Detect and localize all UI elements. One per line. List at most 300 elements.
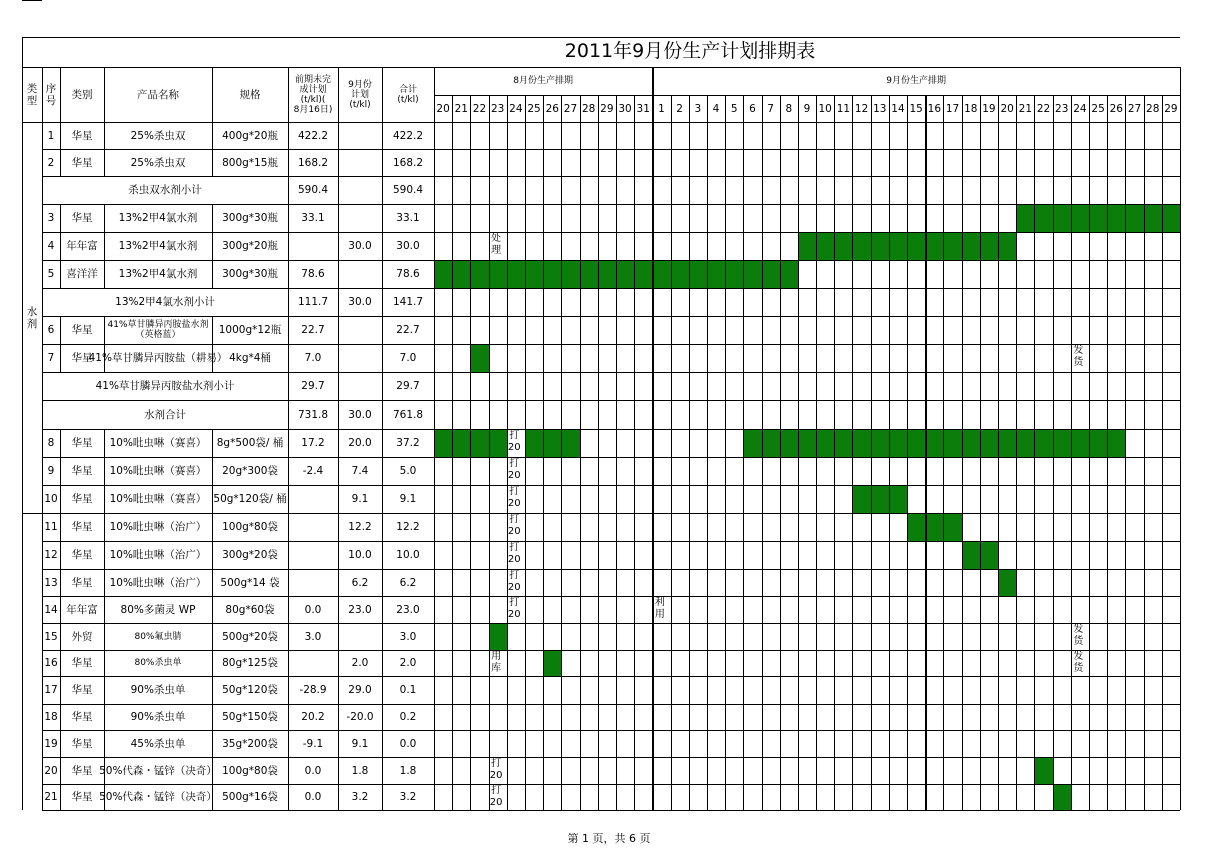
schedule-note: 打 20 [507,570,521,593]
row-total: 5.0 [399,465,417,477]
group-line [22,513,42,514]
row-total: 761.8 [392,408,424,421]
row-category: 华星 [71,657,93,669]
header-type: 类 型 [26,82,38,107]
row-spec: 800g*15瓶 [222,156,278,169]
row-seq: 7 [47,352,55,364]
row-seq: 10 [44,493,58,505]
row-prev: 168.2 [297,156,329,169]
day-col-line [907,95,908,810]
row-spec: 35g*200袋 [222,737,278,750]
day-label: 12 [854,102,869,115]
schedule-note: 利 用 [654,597,665,620]
header-total: 合计 (t/kl) [397,84,419,105]
row-category: 华星 [71,711,93,723]
row-category: 华星 [71,684,93,696]
col-line [212,650,213,676]
row-seq: 16 [44,657,58,669]
row-prev [288,541,338,569]
row-product-name: 10%吡虫啉（赛喜） [109,465,207,477]
row-plan [338,344,382,372]
schedule-note: 打 20 [507,597,521,620]
row-product-name: 90%杀虫单 [130,684,186,696]
day-label: 4 [712,102,720,115]
col-line [60,730,61,757]
day-label: 22 [1036,102,1051,115]
col-line [104,784,105,810]
row-total: 1.8 [399,764,417,777]
col-line [212,513,213,541]
page-title: 2011年9月份生产计划排期表 [564,40,816,62]
day-label: 21 [454,102,468,115]
day-label: 26 [1109,102,1123,115]
row-product-name: 25%杀虫双 [130,156,186,169]
col-line [212,623,213,650]
col-line [212,704,213,730]
row-spec: 300g*20袋 [222,549,278,561]
gantt-bar [907,513,962,541]
row-total: 30.0 [396,240,420,252]
day-col-line [707,95,708,810]
day-col-line [470,95,471,810]
row-product-name: 80%氟虫腈 [134,631,182,642]
row-prev: 731.8 [297,408,329,421]
day-col-line [1071,95,1072,810]
row-seq: 4 [47,240,55,252]
day-col-line [452,95,453,810]
col-line [104,149,105,176]
row-product-name: 10%吡虫啉（治广） [109,549,207,561]
row-category: 华星 [71,521,93,533]
row-product-name: 41%草甘膦异丙胺盐水剂（英格蓝） [107,320,209,340]
row-seq: 14 [44,603,58,616]
row-plan [338,204,382,232]
gantt-bar [525,429,580,457]
row-plan [338,623,382,650]
day-label: 18 [964,102,978,115]
col-line [60,429,61,457]
col-line [212,149,213,176]
col-line [212,67,213,122]
row-plan: 9.1 [351,493,369,505]
row-prev: -9.1 [302,737,324,750]
row-plan [338,149,382,176]
row-prev: 20.2 [301,711,325,723]
col-line [60,541,61,569]
row-total: 78.6 [396,268,420,280]
day-col-line [598,95,599,810]
row-product-name: 80%多菌灵 WP [120,603,196,616]
col-line [60,596,61,623]
row-prev: 0.0 [304,791,322,803]
schedule-note: 打 20 [507,458,521,481]
day-col-line [1053,95,1054,810]
col-line [60,457,61,485]
gantt-bar [543,650,561,676]
gantt-bar [489,623,507,650]
row-category: 华星 [71,791,93,803]
row-category: 年年富 [66,603,98,616]
row-plan: 30.0 [348,240,372,252]
row-prev: -28.9 [299,684,327,696]
header-spec: 规格 [239,88,261,101]
row-spec: 500g*20袋 [222,630,278,643]
col-line [104,316,105,344]
col-line [60,67,61,122]
row-seq: 9 [47,465,55,477]
row-plan [338,176,382,204]
day-col-line [980,95,981,810]
row-plan [338,316,382,344]
row-prev [288,232,338,260]
row-total: 590.4 [392,184,424,196]
day-col-line [816,95,817,810]
day-col-line [543,95,544,810]
col-line [60,757,61,784]
col-line [42,67,43,810]
row-prev: 3.0 [304,630,322,643]
col-line [104,344,105,372]
day-label: 28 [581,102,596,115]
day-col-line [962,95,963,810]
row-category: 外贸 [71,630,93,643]
row-product-name: 13%2甲4氯水剂 [118,240,198,252]
row-prev: 29.7 [301,380,325,392]
col-line [434,67,435,810]
day-label: 25 [1091,102,1105,115]
row-category: 华星 [71,156,93,169]
day-label: 17 [945,102,960,115]
row-spec: 50g*120袋 [222,684,278,696]
row-spec: 50g*120袋/ 桶 [213,493,287,505]
schedule-note: 发 货 [1073,345,1084,368]
row-spec: 500g*14 袋 [220,576,280,589]
row-spec: 1000g*12瓶 [218,324,282,336]
row-category: 华星 [71,352,93,364]
row-product-name: 50%代森・锰锌（决奇） [99,764,217,777]
schedule-note: 处 理 [491,233,502,256]
row-spec: 80g*60袋 [225,603,275,616]
row-plan: 9.1 [351,737,369,750]
row-spec: 20g*300袋 [222,465,278,477]
day-label: 31 [636,102,650,115]
row-prev: 111.7 [297,296,329,308]
row-seq: 6 [47,324,55,336]
row-category: 华星 [71,549,93,561]
header-sep-plan: 9月份 计划 (t/kl) [348,79,372,110]
col-line [104,67,105,122]
row-prev: 0.0 [304,764,322,777]
row-total: 12.2 [396,521,420,533]
day-col-line [580,95,581,810]
col-line [60,569,61,596]
row-seq: 3 [47,212,55,224]
row-plan [338,122,382,149]
row-plan: 2.0 [351,657,369,669]
schedule-note: 打 20 [507,542,521,565]
row-plan: 20.0 [348,437,372,449]
row-prev: 22.7 [301,324,325,336]
col-line [212,757,213,784]
subtotal-label: 41%草甘膦异丙胺盐水剂小计 [95,380,235,392]
row-prev [288,569,338,596]
gantt-bar [1034,757,1052,784]
row-category: 华星 [71,212,93,224]
row-seq: 19 [44,737,58,750]
day-col-line [507,95,508,810]
row-spec: 300g*30瓶 [222,212,278,224]
day-col-line [1016,95,1017,810]
row-category: 华星 [71,437,93,449]
day-col-line [943,95,944,810]
row-product-name: 80%杀虫单 [134,658,182,668]
row-category: 华星 [71,737,93,750]
row-total: 9.1 [399,493,417,505]
header-sep: 9月份生产排期 [886,76,947,86]
col-line [104,596,105,623]
row-category: 华星 [71,493,93,505]
day-col-line [616,95,617,810]
row-total: 0.2 [399,711,417,723]
gantt-bar [852,485,907,513]
row-total: 0.1 [399,684,417,696]
col-line [212,204,213,232]
subtotal-label: 13%2甲4氯水剂小计 [115,296,215,308]
day-label: 14 [891,102,905,115]
col-line [60,650,61,676]
col-line [60,260,61,288]
day-col-line [1034,95,1035,810]
schedule-note: 发 货 [1073,651,1084,674]
day-label: 24 [1073,102,1087,115]
col-line [60,344,61,372]
row-product-name: 10%吡虫啉（赛喜） [109,437,207,449]
row-seq: 11 [44,521,58,533]
day-col-line [798,95,799,810]
row-plan: -20.0 [346,711,374,723]
row-plan: 1.8 [351,764,369,777]
row-total: 3.0 [399,630,417,643]
row-spec: 80g*125袋 [222,657,278,669]
day-col-line [725,95,726,810]
day-label: 20 [436,102,450,115]
row-plan: 7.4 [351,465,369,477]
day-col-line [1107,95,1108,810]
row-total: 0.0 [399,737,417,750]
col-line [212,676,213,704]
schedule-note: 打 20 [507,486,521,509]
day-label: 23 [1055,102,1069,115]
group-label: 水 剂 [26,305,38,330]
row-plan: 3.2 [351,791,369,803]
row-seq: 5 [47,268,55,280]
gantt-bar [998,569,1016,596]
day-label: 10 [818,102,832,115]
row-total: 22.7 [396,324,420,336]
row-total: 168.2 [392,156,424,169]
row-product-name: 13%2甲4氯水剂 [118,212,198,224]
water-total-label: 水剂合计 [144,408,186,421]
day-label: 24 [509,102,523,115]
col-line [60,485,61,513]
day-col-line [561,95,562,810]
col-line [212,596,213,623]
day-label: 11 [836,102,851,115]
schedule-note: 打 20 [507,514,521,537]
day-col-line [1144,95,1145,810]
row-spec: 300g*30瓶 [222,268,278,280]
row-seq: 2 [47,156,55,169]
schedule-note: 用 库 [491,651,502,674]
col-line [212,569,213,596]
col-line [60,676,61,704]
col-line [212,316,213,344]
row-prev: 590.4 [297,184,329,196]
col-line [212,485,213,513]
row-product-name: 10%吡虫啉（赛喜） [109,493,207,505]
col-line [104,457,105,485]
schedule-note: 发 货 [1073,624,1084,647]
table-left-border [22,37,23,810]
row-prev [288,650,338,676]
day-col-line [998,95,999,810]
row-total: 23.0 [396,603,420,616]
day-col-line [525,95,526,810]
row-plan [338,372,382,400]
col-line [212,344,213,372]
day-label: 29 [1164,102,1178,115]
row-total: 29.7 [396,380,420,392]
schedule-note: 打 20 [489,758,503,781]
col-line [104,676,105,704]
row-product-name: 10%吡虫啉（治广） [109,576,207,589]
row-spec: 4kg*4桶 [229,352,271,364]
row-spec: 8g*500袋/ 桶 [216,437,284,449]
row-category: 华星 [71,576,93,589]
day-label: 26 [545,102,559,115]
col-line [60,704,61,730]
day-col-line [834,95,835,810]
row-product-name: 41%草甘膦异丙胺盐（耕易） [88,352,228,364]
day-label: 3 [694,102,702,115]
day-col-line [1162,95,1163,810]
col-line [104,232,105,260]
col-line [104,541,105,569]
row-prev: -2.4 [302,465,324,477]
row-product-name: 25%杀虫双 [130,129,186,142]
row-category: 华星 [71,324,93,336]
group-line [22,0,42,1]
col-line [60,122,61,149]
col-line [104,569,105,596]
col-line [338,67,339,810]
row-total: 6.2 [399,576,417,589]
row-spec: 100g*80袋 [222,764,278,777]
day-label: 25 [527,102,541,115]
day-col-line [652,67,654,810]
col-line [212,784,213,810]
gantt-bar [470,344,488,372]
row-prev: 0.0 [304,603,322,616]
col-line [60,316,61,344]
row-plan [338,260,382,288]
row-plan: 23.0 [348,603,372,616]
col-line [104,650,105,676]
col-line [104,730,105,757]
row-spec: 100g*80袋 [222,521,278,533]
schedule-note: 打 20 [489,785,503,808]
col-line [60,784,61,810]
row-product-name: 13%2甲4氯水剂 [118,268,198,280]
row-prev [288,485,338,513]
gantt-bar [1016,204,1180,232]
day-label: 30 [618,102,632,115]
day-col-line [634,95,635,810]
day-col-line [762,95,763,810]
col-line [212,122,213,149]
row-total: 3.2 [399,791,417,803]
col-line [212,541,213,569]
col-line [104,704,105,730]
row-seq: 13 [44,576,58,589]
row-seq: 1 [47,129,55,142]
row-plan: 30.0 [348,296,372,308]
day-label: 23 [490,102,505,115]
header-seq: 序 号 [45,82,57,107]
col-line [60,204,61,232]
row-total: 7.0 [399,352,417,364]
day-label: 2 [676,102,683,115]
schedule-note: 打 20 [507,430,521,453]
col-line [212,260,213,288]
row-prev [288,513,338,541]
row-plan: 29.0 [348,684,372,696]
col-line [104,623,105,650]
day-col-line [852,95,853,810]
row-plan: 6.2 [351,576,369,589]
subtotal-label: 杀虫双水剂小计 [128,184,202,196]
row-prev: 78.6 [301,268,325,280]
row-spec: 500g*16袋 [222,791,278,803]
day-label: 21 [1018,102,1033,115]
day-label: 7 [767,102,774,115]
row-prev: 17.2 [301,437,325,449]
day-label: 1 [658,102,665,115]
row-category: 华星 [71,465,93,477]
day-label: 9 [803,102,811,115]
col-line [212,429,213,457]
day-col-line [489,95,490,810]
col-line [104,122,105,149]
col-line [104,204,105,232]
header-prev: 前期未完 成计划 (t/kl)( 8月16日) [293,74,333,115]
row-seq: 8 [47,437,55,449]
day-col-line [780,95,781,810]
col-line [212,232,213,260]
row-category: 华星 [71,764,93,777]
day-label: 16 [927,102,942,115]
day-label: 27 [1127,102,1142,115]
day-col-line [889,95,890,810]
col-line [104,485,105,513]
col-line [104,757,105,784]
row-total: 141.7 [392,296,424,308]
day-col-line [671,95,672,810]
row-seq: 21 [44,791,58,803]
day-col-line [1125,95,1126,810]
col-line [288,67,289,810]
row-product-name: 10%吡虫啉（治广） [109,521,207,533]
